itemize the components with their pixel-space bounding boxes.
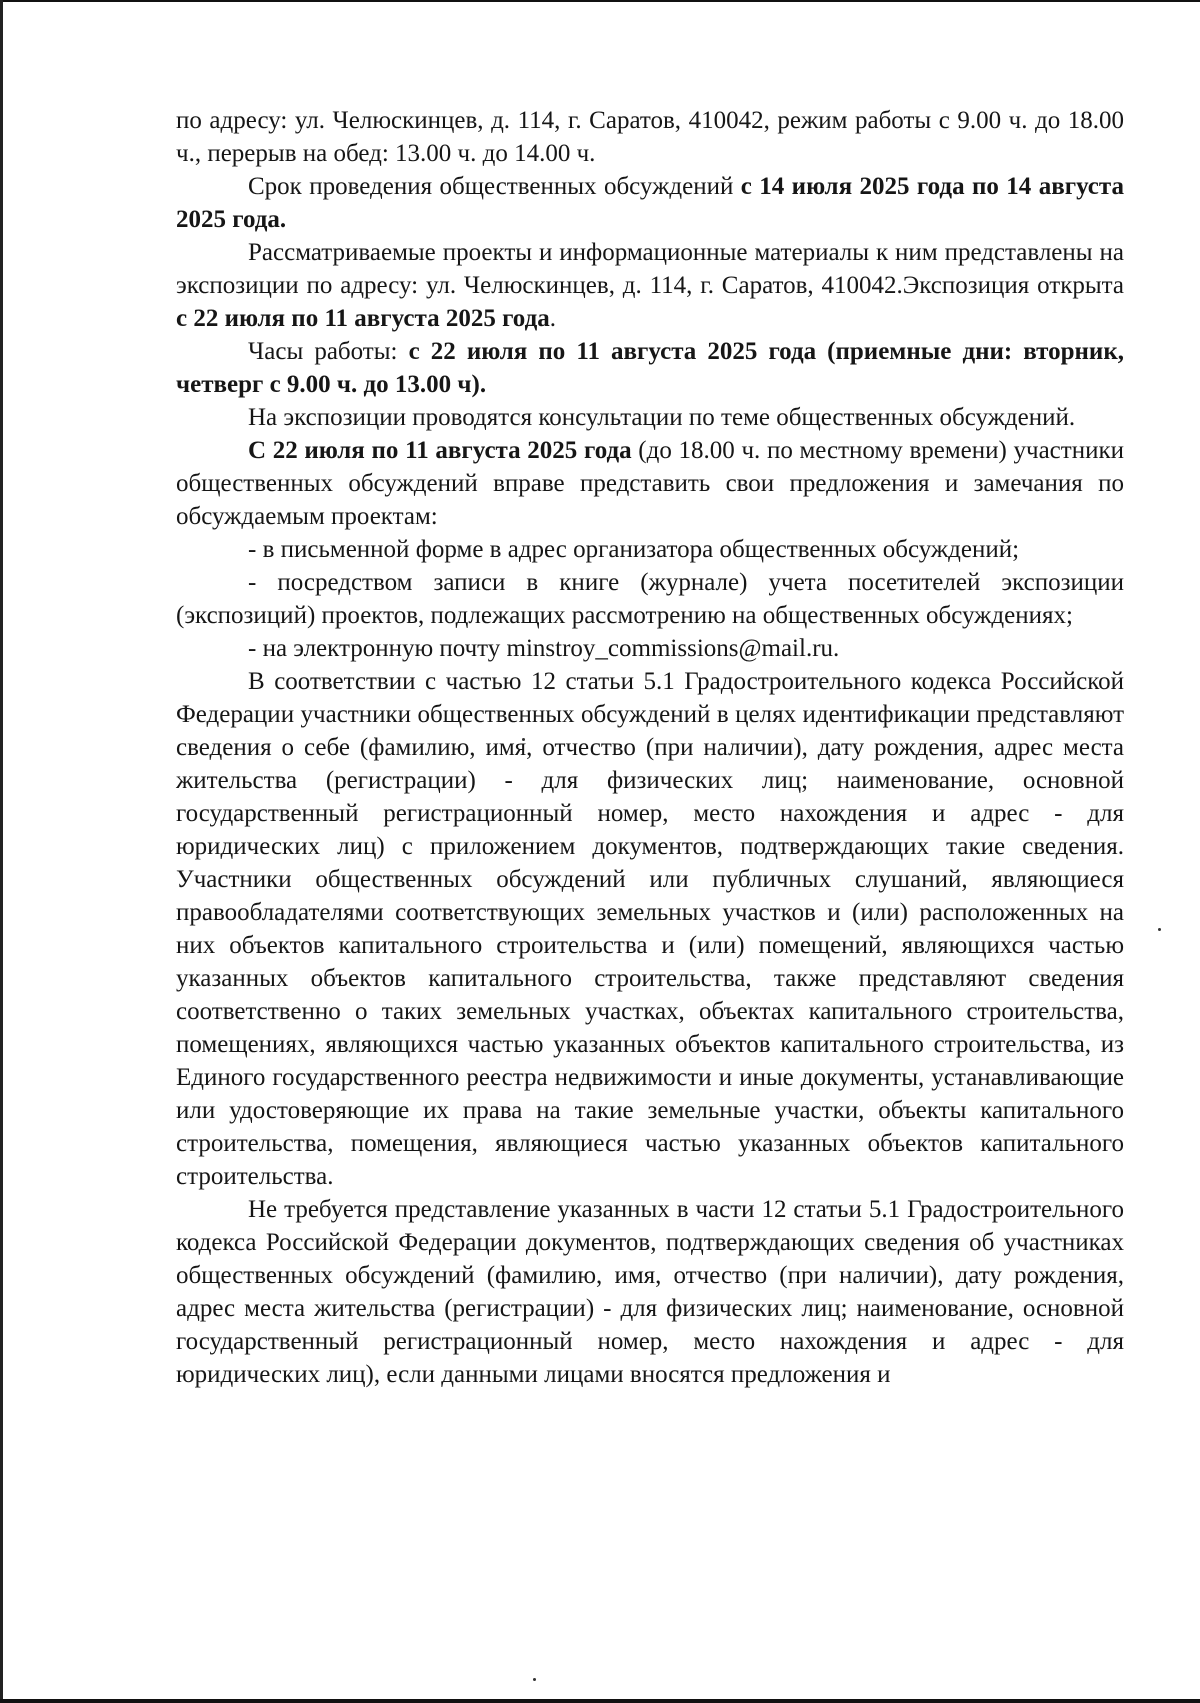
exposition-text: Рассматриваемые проекты и информационные материалы к ним представлены на экспозиции по адресу: ул. Челюскинцев, д. 114, г. Саратов, 410042.Экспозиция открыта xyxy=(176,239,1124,299)
paragraph-address xyxy=(176,104,1124,170)
scan-top-edge xyxy=(0,0,1200,2)
scan-speck xyxy=(533,1678,536,1681)
identification-text: В соответствии с частью 12 статьи 5.1 Градостроительного кодекса Российской Федерации участники общественных обсуждений в целях идентификации представляют сведения о себе (фамилию, имя, отчество (при наличии), дату рождения, адрес места жительства (регистрации) - для физических лиц; наименование, основной государственный регистрационный номер, место нахождения и адрес - для юридических лиц) с приложением документов, подтверждающих такие сведения. Участники общественных обсуждений или публичных слушаний, являющиеся правообладателями соответствующих земельных участков и (или) расположенных на них объектов капитального строительства и (или) помещений, являющихся частью указанных объектов капитального строительства, также представляют сведения соответственно о таких земельных участках, объектах капитального строительства, помещениях, являющихся частью указанных объектов капитального строительства, из Единого государственного реестра недвижимости и иные документы, устанавливающие или удостоверяющие их права на такие земельные участки, объекты капитального строительства, помещения, являющиеся частью указанных объектов капитального строительства. xyxy=(176,668,1124,1190)
paragraph-consultations xyxy=(176,401,1124,434)
paragraph-discussion-period xyxy=(176,170,1124,236)
working-hours-label: Часы работы: xyxy=(248,338,409,365)
paragraph-exposition xyxy=(176,236,1124,335)
written-method-text: - в письменной форме в адрес организатора общественных обсуждений; xyxy=(248,536,1020,563)
proposals-period-text: (до 18.00 ч. по местному времени) участники общественных обсуждений вправе представить свои предложения и замечания по обсуждаемым проектам: xyxy=(176,437,1124,530)
scan-bottom-edge xyxy=(0,1699,1200,1703)
address-text: по адресу: ул. Челюскинцев, д. 114, г. Саратов, 410042, режим работы с 9.00 ч. до 18.00 ч., перерыв на обед: 13.00 ч. до 14.00 ч. xyxy=(176,107,1124,167)
consultations-text: На экспозиции проводятся консультации по теме общественных обсуждений. xyxy=(248,404,1076,431)
exposition-dates: с 22 июля по 11 августа 2025 года xyxy=(176,305,550,332)
list-item-email xyxy=(176,632,1124,665)
list-item-written xyxy=(176,533,1124,566)
book-method-text: - посредством записи в книге (журнале) учета посетителей экспозиции (экспозиций) проектов, подлежащих рассмотрению на общественных обсуждениях; xyxy=(176,569,1124,629)
document-body xyxy=(176,104,1124,1391)
scan-left-edge xyxy=(0,0,3,1703)
proposals-period-dates: С 22 июля по 11 августа 2025 года xyxy=(248,437,632,464)
scan-speck xyxy=(1158,928,1161,931)
not-required-text: Не требуется представление указанных в части 12 статьи 5.1 Градостроительного кодекса Российской Федерации документов, подтверждающих сведения об участниках общественных обсуждений (фамилию, имя, отчество (при наличии), дату рождения, адрес места жительства (регистрации) - для физических лиц; наименование, основной государственный регистрационный номер, место нахождения и адрес - для юридических лиц), если данными лицами вносятся предложения и xyxy=(176,1196,1124,1388)
list-item-book xyxy=(176,566,1124,632)
paragraph-working-hours xyxy=(176,335,1124,401)
working-hours-schedule: с 22 июля по 11 августа 2025 года (приемные дни: вторник, четверг с 9.00 ч. до 13.00 ч). xyxy=(176,338,1124,398)
discussion-period-dates: с 14 июля 2025 года по 14 августа 2025 года. xyxy=(176,173,1124,233)
paragraph-proposals-period xyxy=(176,434,1124,533)
exposition-end: . xyxy=(549,305,556,332)
email-method-text: - на электронную почту minstroy_commissions@mail.ru. xyxy=(248,635,840,662)
paragraph-identification xyxy=(176,665,1124,1193)
paragraph-not-required xyxy=(176,1193,1124,1391)
discussion-period-label: Срок проведения общественных обсуждений xyxy=(248,173,741,200)
